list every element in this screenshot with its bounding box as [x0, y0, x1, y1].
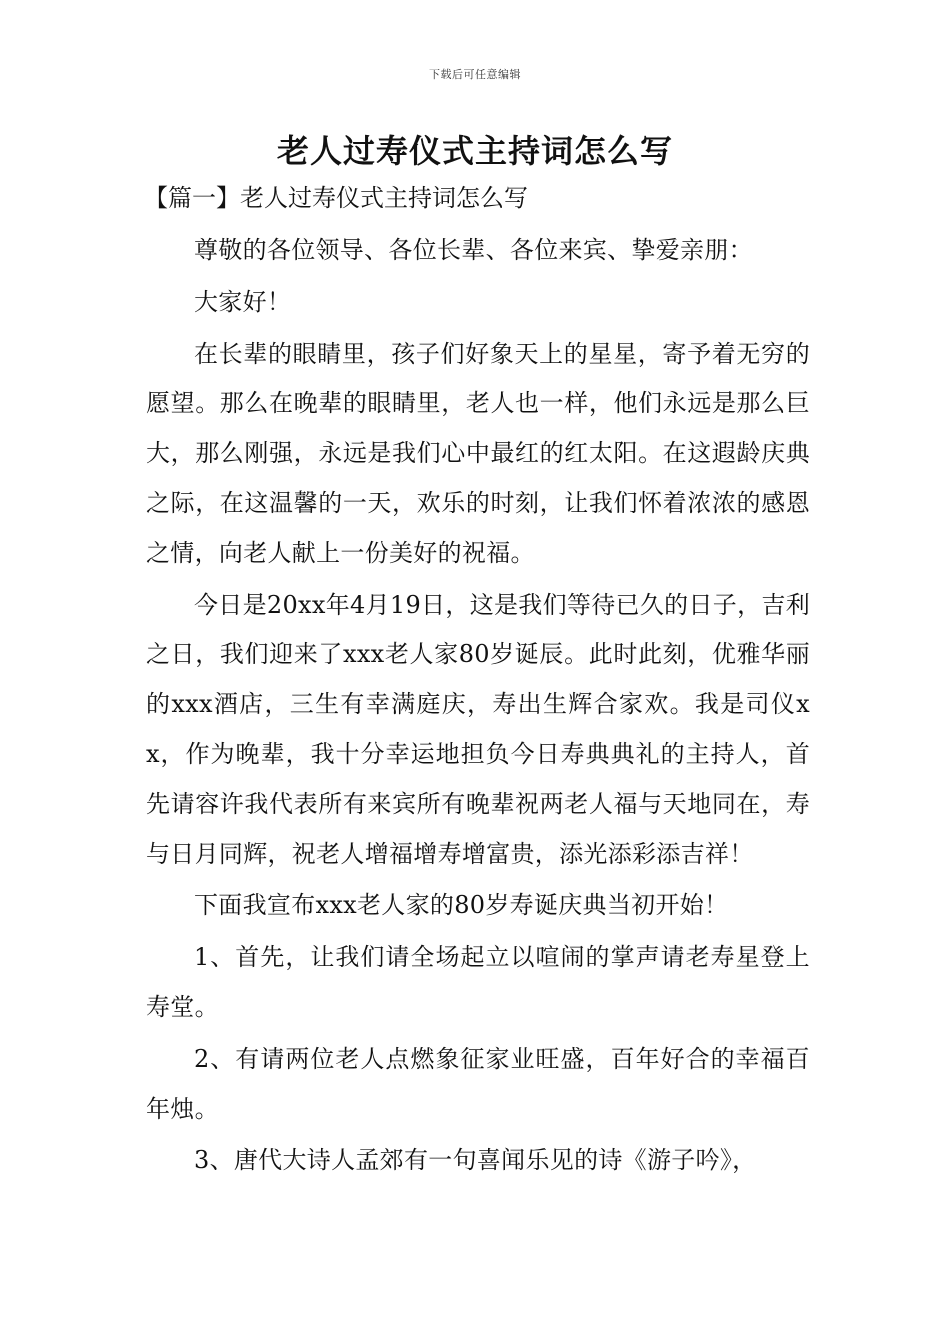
document-title: 老人过寿仪式主持词怎么写 [276, 132, 673, 170]
paragraph-greeting: 尊敬的各位领导、各位长辈、各位来宾、挚爱亲朋： [194, 236, 753, 264]
header-note: 下载后可任意编辑 [429, 68, 521, 81]
paragraph-step-1: 1、首先，让我们请全场起立以喧闹的掌声请老寿星登上寿堂。 [146, 943, 810, 1021]
paragraph-intro: 在长辈的眼睛里，孩子们好象天上的星星，寄予着无穷的愿望。那么在晚辈的眼睛里，老人也一样，他们永远是那么巨大，那么刚强，永远是我们心中最红的红太阳。在这遐龄庆典之际，在这温馨的一天，欢乐的时刻，让我们怀着浓浓的感恩之情，向老人献上一份美好的祝福。 [146, 339, 810, 567]
paragraph-hello: 大家好！ [194, 287, 292, 316]
paragraph-announcement: 下面我宣布xxx老人家的80岁寿诞庆典当初开始！ [194, 891, 729, 920]
paragraph-date: 今日是20xx年4月19日，这是我们等待已久的日子，吉利之日，我们迎来了xxx老人家80岁诞辰。此时此刻，优雅华丽的xxx酒店，三生有幸满庭庆，寿出生辉合家欢。我是司仪xx，作为晚辈，我十分幸运地担负今日寿典典礼的主持人，首先请容许我代表所有来宾所有晚辈祝两老人福与天地同在，寿与日月同辉，祝老人增福增寿增富贵，添光添彩添吉祥！ [146, 590, 810, 868]
paragraph-step-2: 2、有请两位老人点燃象征家业旺盛，百年好合的幸福百年烛。 [146, 1044, 810, 1123]
document-body [146, 226, 810, 1188]
paragraph-step-3: 3、唐代大诗人孟郊有一句喜闻乐见的诗《游子吟》， [194, 1146, 757, 1175]
section-heading: 【篇一】老人过寿仪式主持词怎么写 [144, 184, 528, 212]
